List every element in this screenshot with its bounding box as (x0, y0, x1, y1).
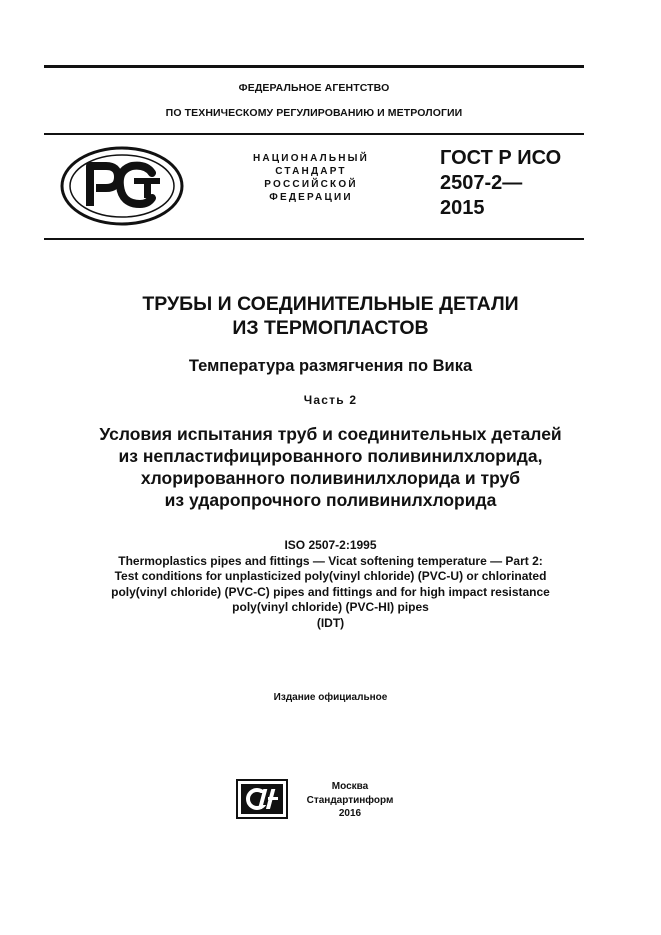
iso-line: ISO 2507-2:1995 (284, 538, 377, 552)
document-title (44, 292, 617, 340)
designation-line: ГОСТ Р ИСО (440, 147, 562, 169)
standard-label-line: НАЦИОНАЛЬНЫЙ (252, 153, 370, 164)
publication-year: 2016 (338, 808, 362, 819)
agency-name-line-1: ФЕДЕРАЛЬНОЕ АГЕНТСТВО (238, 82, 390, 94)
part-title-line: из ударопрочного поливинилхлорида (164, 490, 497, 510)
agency-name-line-2: ПО ТЕХНИЧЕСКОМУ РЕГУЛИРОВАНИЮ И МЕТРОЛОГИИ (165, 107, 463, 119)
publisher-city: Москва (331, 781, 369, 792)
designation-line: 2015 (440, 197, 485, 219)
iso-reference (30, 538, 631, 631)
iso-line: poly(vinyl chloride) (PVC-HI) pipes (232, 600, 429, 614)
header-divider (44, 133, 584, 135)
standard-label (226, 152, 396, 204)
part-title-line: из непластифицированного поливинилхлорида, (118, 446, 543, 466)
title-line: ИЗ ТЕРМОПЛАСТОВ (232, 317, 429, 339)
standard-designation (440, 146, 561, 221)
iso-line: Thermoplastics pipes and fittings — Vicat softening temperature — Part 2: (118, 553, 543, 568)
part-title (30, 423, 631, 511)
part-title-line: хлорированного поливинилхлорида и труб (140, 468, 521, 488)
standard-label-line: ФЕДЕРАЦИИ (269, 192, 353, 203)
publisher-name: Стандартинформ (306, 794, 394, 806)
header-bottom-rule (44, 238, 584, 240)
standard-label-line: РОССИЙСКОЙ (264, 179, 358, 190)
part-title-line: Условия испытания труб и соединительных деталей (99, 424, 562, 444)
edition-label: Издание официальное (273, 692, 388, 703)
title-line: ТРУБЫ И СОЕДИНИТЕЛЬНЫЕ ДЕТАЛИ (142, 293, 519, 315)
iso-line: (IDT) (316, 615, 345, 630)
publisher-info (300, 780, 400, 821)
designation-line: 2507-2— (440, 172, 523, 194)
top-rule (44, 65, 584, 68)
part-label: Часть 2 (303, 393, 358, 407)
document-subtitle: Температура размягчения по Вика (188, 357, 473, 375)
standard-label-line: СТАНДАРТ (275, 166, 347, 177)
iso-line: Test conditions for unplasticized poly(vinyl chloride) (PVC-U) or chlorinated (114, 569, 547, 583)
standartinform-logo-icon (236, 779, 288, 819)
rst-logo-icon (60, 146, 184, 226)
iso-line: poly(vinyl chloride) (PVC-C) pipes and fittings and for high impact resistance (111, 584, 550, 599)
